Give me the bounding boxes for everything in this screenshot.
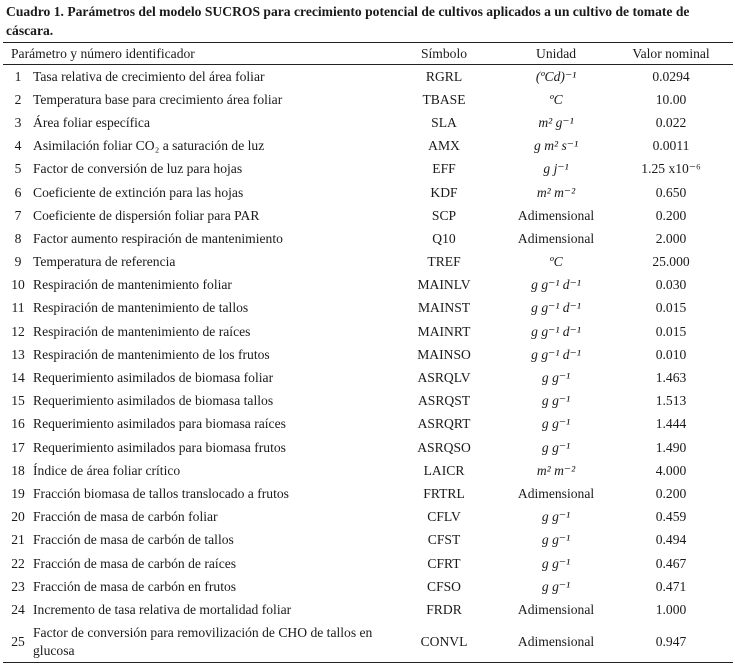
table-row bbox=[3, 459, 733, 482]
parameter-name: Requerimiento asimilados para biomasa raíces bbox=[33, 416, 286, 432]
parameter-unit: g g⁻¹ bbox=[541, 555, 571, 571]
parameter-symbol: FRTRL bbox=[423, 485, 465, 501]
parameter-unit: Adimensional bbox=[517, 601, 595, 617]
parameter-symbol: CFLV bbox=[427, 509, 461, 525]
parameter-value: 0.015 bbox=[655, 323, 687, 339]
parameter-value: 0.947 bbox=[609, 622, 733, 663]
row-number: 24 bbox=[11, 601, 25, 617]
table-row bbox=[3, 135, 733, 158]
header-unit: Unidad bbox=[503, 43, 609, 65]
parameter-symbol: SCP bbox=[431, 207, 457, 223]
parameter-unit: m² m⁻² bbox=[536, 184, 576, 200]
parameter-unit: Adimensional bbox=[517, 230, 595, 246]
table-header-row bbox=[3, 43, 733, 65]
table-row bbox=[3, 529, 733, 552]
parameter-unit: g g⁻¹ bbox=[541, 439, 571, 455]
row-number: 6 bbox=[14, 184, 22, 200]
row-number: 23 bbox=[11, 578, 25, 594]
parameter-value: 0.459 bbox=[655, 509, 687, 525]
table-row bbox=[3, 88, 733, 111]
parameter-symbol: FRDR bbox=[426, 601, 462, 617]
parameter-symbol: AMX bbox=[428, 138, 460, 154]
row-number: 25 bbox=[3, 622, 33, 663]
table-row bbox=[3, 575, 733, 598]
parameter-unit: Adimensional bbox=[503, 622, 609, 663]
parameter-value: 0.030 bbox=[655, 277, 687, 293]
parameter-name: Factor de conversión para removilización de CHO de tallos en glucosa bbox=[33, 622, 385, 663]
parameter-name: Área foliar específica bbox=[33, 114, 150, 130]
parameter-value: 1.444 bbox=[655, 416, 687, 432]
parameter-unit: g g⁻¹ bbox=[541, 532, 571, 548]
parameter-value: 1.513 bbox=[655, 393, 687, 409]
table-row bbox=[3, 65, 733, 89]
table-row bbox=[3, 320, 733, 343]
table-row bbox=[3, 366, 733, 389]
parameter-unit: Adimensional bbox=[517, 485, 595, 501]
table-caption bbox=[0, 0, 735, 40]
table-row bbox=[3, 158, 733, 181]
parameter-symbol: TBASE bbox=[422, 91, 466, 107]
parameter-value: 2.000 bbox=[655, 230, 687, 246]
row-number: 22 bbox=[11, 555, 25, 571]
parameter-unit: g g⁻¹ d⁻¹ bbox=[531, 300, 581, 316]
row-number: 2 bbox=[14, 91, 22, 107]
parameter-name: Temperatura base para crecimiento área foliar bbox=[33, 91, 283, 107]
parameter-value: 1.463 bbox=[655, 370, 687, 386]
caption-label: Cuadro 1. bbox=[6, 4, 64, 19]
parameter-name: Respiración de mantenimiento foliar bbox=[33, 277, 232, 293]
row-number: 11 bbox=[11, 300, 25, 316]
parameter-symbol: MAINST bbox=[417, 300, 471, 316]
parameter-symbol: MAINSO bbox=[417, 346, 471, 362]
parameter-unit: Adimensional bbox=[517, 207, 595, 223]
row-number: 10 bbox=[11, 277, 25, 293]
parameter-unit: m² g⁻¹ bbox=[538, 114, 574, 130]
parameter-symbol: CFSO bbox=[427, 578, 462, 594]
table-row bbox=[3, 598, 733, 621]
parameter-name: Factor aumento respiración de mantenimiento bbox=[33, 230, 283, 246]
table-row bbox=[3, 251, 733, 274]
row-number: 9 bbox=[14, 254, 22, 270]
header-symbol: Símbolo bbox=[385, 43, 503, 65]
parameter-unit: ºC bbox=[549, 91, 563, 107]
parameter-value: 4.000 bbox=[655, 462, 687, 478]
parameter-unit: g g⁻¹ bbox=[541, 393, 571, 409]
row-number: 5 bbox=[14, 161, 22, 177]
parameter-value: 1.000 bbox=[655, 601, 687, 617]
parameter-symbol: TREF bbox=[427, 254, 461, 270]
row-number: 1 bbox=[14, 68, 22, 84]
table-body bbox=[3, 65, 733, 663]
parameter-value: 0.650 bbox=[655, 184, 687, 200]
parameter-symbol: CONVL bbox=[385, 622, 503, 663]
row-number: 4 bbox=[14, 138, 22, 154]
caption-text: Parámetros del modelo SUCROS para crecimiento potencial de cultivos aplicados a un cultivo de tomate de cáscara. bbox=[6, 4, 690, 38]
parameter-unit: ºC bbox=[549, 254, 563, 270]
parameter-unit: g g⁻¹ bbox=[541, 578, 571, 594]
parameter-name: Tasa relativa de crecimiento del área foliar bbox=[33, 68, 265, 84]
row-number: 16 bbox=[11, 416, 25, 432]
parameter-value: 0.0294 bbox=[652, 68, 690, 84]
parameter-unit: g g⁻¹ d⁻¹ bbox=[531, 323, 581, 339]
parameter-symbol: MAINRT bbox=[417, 323, 471, 339]
parameter-unit: g g⁻¹ bbox=[541, 509, 571, 525]
row-number: 17 bbox=[11, 439, 25, 455]
parameter-symbol: LAICR bbox=[423, 462, 465, 478]
parameter-value: 0.471 bbox=[655, 578, 687, 594]
row-number: 12 bbox=[11, 323, 25, 339]
table-row bbox=[3, 181, 733, 204]
row-number: 15 bbox=[11, 393, 25, 409]
table-row bbox=[3, 274, 733, 297]
parameter-name: Respiración de mantenimiento de los frutos bbox=[33, 346, 270, 362]
parameter-value: 0.022 bbox=[655, 114, 687, 130]
parameter-unit: g g⁻¹ bbox=[541, 416, 571, 432]
parameter-value: 0.0011 bbox=[652, 138, 690, 154]
parameter-symbol: ASRQLV bbox=[417, 370, 471, 386]
table-row bbox=[3, 204, 733, 227]
parameter-name: Fracción de masa de carbón foliar bbox=[33, 509, 218, 525]
row-number: 3 bbox=[14, 114, 22, 130]
parameter-value: 25.000 bbox=[652, 254, 690, 270]
table-row bbox=[3, 297, 733, 320]
row-number: 8 bbox=[14, 230, 22, 246]
table-row bbox=[3, 506, 733, 529]
parameter-unit: g g⁻¹ d⁻¹ bbox=[531, 277, 581, 293]
parameter-value: 0.200 bbox=[655, 485, 687, 501]
parameter-name: Requerimiento asimilados de biomasa tallos bbox=[33, 393, 274, 409]
parameter-name: Coeficiente de dispersión foliar para PAR bbox=[33, 207, 260, 223]
parameter-value: 0.467 bbox=[655, 555, 687, 571]
parameter-symbol: SLA bbox=[431, 114, 457, 130]
parameter-symbol: RGRL bbox=[425, 68, 463, 84]
parameter-name: Fracción de masa de carbón de raíces bbox=[33, 555, 237, 571]
parameter-symbol: EFF bbox=[432, 161, 456, 177]
header-parameter: Parámetro y número identificador bbox=[3, 43, 385, 65]
parameter-value: 0.200 bbox=[655, 207, 687, 223]
row-number: 21 bbox=[11, 532, 25, 548]
parameters-table bbox=[3, 42, 733, 663]
parameter-name: Coeficiente de extinción para las hojas bbox=[33, 184, 244, 200]
table-row bbox=[3, 111, 733, 134]
parameter-unit: g m² s⁻¹ bbox=[534, 138, 579, 154]
table-row bbox=[3, 227, 733, 250]
parameter-name: Factor de conversión de luz para hojas bbox=[33, 161, 243, 177]
parameter-name: Índice de área foliar crítico bbox=[33, 462, 181, 478]
parameter-value: 1.490 bbox=[655, 439, 687, 455]
parameter-name: Requerimiento asimilados de biomasa foliar bbox=[33, 370, 274, 386]
parameter-name: Fracción biomasa de tallos translocado a frutos bbox=[33, 485, 289, 501]
parameter-value: 1.25 x10⁻⁶ bbox=[641, 161, 701, 177]
parameter-symbol: ASRQSO bbox=[417, 439, 471, 455]
parameter-value: 0.015 bbox=[655, 300, 687, 316]
table-row bbox=[3, 436, 733, 459]
table-row bbox=[3, 390, 733, 413]
parameter-name: Respiración de mantenimiento de raíces bbox=[33, 323, 251, 339]
parameter-value: 0.494 bbox=[655, 532, 687, 548]
parameter-name: Requerimiento asimilados para biomasa frutos bbox=[33, 439, 286, 455]
table-row bbox=[3, 482, 733, 505]
parameter-name: Incremento de tasa relativa de mortalidad foliar bbox=[33, 601, 292, 617]
parameter-symbol: CFRT bbox=[427, 555, 461, 571]
row-number: 14 bbox=[11, 370, 25, 386]
parameter-name: Temperatura de referencia bbox=[33, 254, 176, 270]
row-number: 13 bbox=[11, 346, 25, 362]
row-number: 19 bbox=[11, 485, 25, 501]
parameter-symbol: CFST bbox=[427, 532, 461, 548]
parameter-symbol: MAINLV bbox=[417, 277, 471, 293]
parameter-name: Asimilación foliar CO₂ a saturación de luz bbox=[33, 138, 265, 154]
table-row bbox=[3, 552, 733, 575]
parameter-unit: g g⁻¹ d⁻¹ bbox=[531, 346, 581, 362]
parameter-symbol: Q10 bbox=[432, 230, 456, 246]
parameter-symbol: ASRQRT bbox=[417, 416, 471, 432]
row-number: 7 bbox=[14, 207, 22, 223]
header-value: Valor nominal bbox=[609, 43, 733, 65]
parameter-symbol: ASRQST bbox=[417, 393, 471, 409]
row-number: 20 bbox=[11, 509, 25, 525]
parameter-name: Fracción de masa de carbón de tallos bbox=[33, 532, 234, 548]
parameter-unit: (ºCd)⁻¹ bbox=[535, 68, 577, 84]
parameter-unit: g g⁻¹ bbox=[541, 370, 571, 386]
parameter-unit: m² m⁻² bbox=[536, 462, 576, 478]
parameter-symbol: KDF bbox=[430, 184, 458, 200]
parameter-value: 10.00 bbox=[655, 91, 687, 107]
table-row bbox=[3, 343, 733, 366]
parameter-unit: g j⁻¹ bbox=[543, 161, 569, 177]
table-row bbox=[3, 413, 733, 436]
parameter-name: Fracción de masa de carbón en frutos bbox=[33, 578, 237, 594]
table-row bbox=[3, 622, 733, 663]
parameter-value: 0.010 bbox=[655, 346, 687, 362]
row-number: 18 bbox=[11, 462, 25, 478]
parameter-name: Respiración de mantenimiento de tallos bbox=[33, 300, 249, 316]
